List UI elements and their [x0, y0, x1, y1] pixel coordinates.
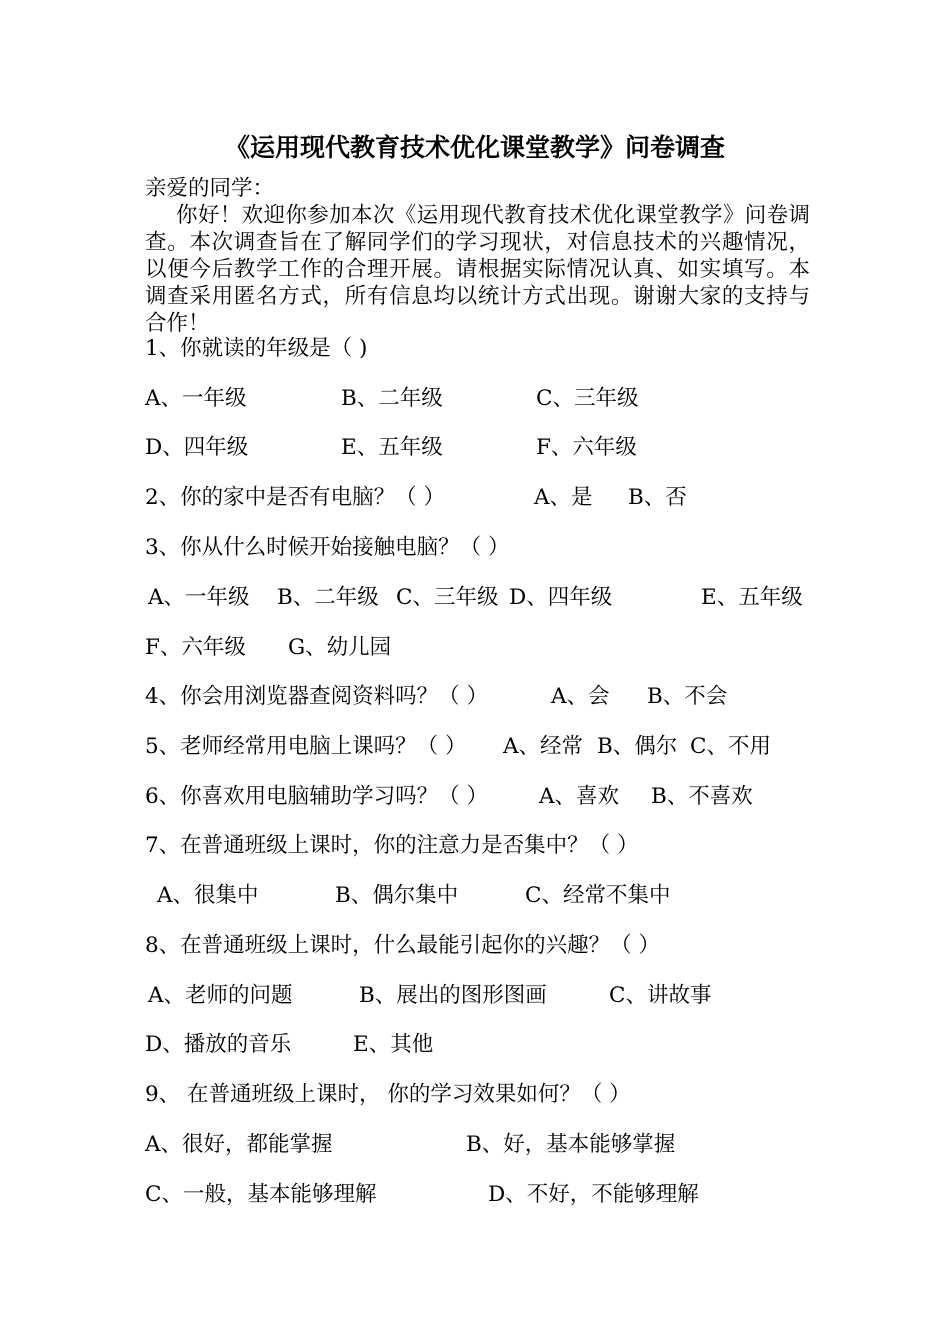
option-q8-a: A、老师的问题: [148, 983, 293, 1008]
option-q3-g: G、幼儿园: [288, 635, 392, 660]
option-q3-a: A、一年级: [148, 585, 250, 610]
option-q9-c: C、一般，基本能够理解: [145, 1182, 377, 1207]
option-q2-a: A、是: [534, 485, 593, 510]
option-q1-b: B、二年级: [341, 386, 443, 411]
option-q7-c: C、经常不集中: [525, 883, 671, 908]
question-6: 6、你喜欢用电脑辅助学习吗？（ ）: [145, 784, 489, 809]
option-q6-a: A、喜欢: [539, 784, 620, 809]
option-q1-c: C、三年级: [536, 386, 639, 411]
option-q1-a: A、一年级: [145, 386, 247, 411]
option-q7-a: A、很集中: [157, 883, 259, 908]
option-q3-f: F、六年级: [145, 635, 246, 660]
option-q5-c: C、不用: [690, 734, 771, 759]
question-7: 7、在普通班级上课时，你的注意力是否集中？（ ）: [145, 833, 639, 858]
question-5: 5、老师经常用电脑上课吗？（ ）: [145, 734, 467, 759]
page-title: 《运用现代教育技术优化课堂教学》问卷调查: [224, 133, 725, 162]
option-q8-c: C、讲故事: [609, 983, 712, 1008]
option-q9-d: D、不好，不能够理解: [488, 1182, 699, 1207]
option-q5-b: B、偶尔: [597, 734, 678, 759]
option-q7-b: B、偶尔集中: [335, 883, 459, 908]
question-3: 3、你从什么时候开始接触电脑？（ ）: [145, 535, 510, 560]
greeting: 亲爱的同学：: [145, 176, 275, 201]
option-q1-e: E、五年级: [341, 435, 443, 460]
intro-paragraph: [145, 175, 810, 337]
intro-text: 你好！欢迎你参加本次《运用现代教育技术优化课堂教学》问卷调查。本次调查旨在了解同学们的学习现状，对信息技术的兴趣情况，以便今后教学工作的合理开展。请根据实际情况认真、如实填写。本调查采用匿名方式，所有信息均以统计方式出现。谢谢大家的支持与合作！: [145, 203, 810, 336]
option-q4-a: A、会: [551, 684, 610, 709]
option-q6-b: B、不喜欢: [651, 784, 753, 809]
option-q9-b: B、好，基本能够掌握: [466, 1132, 676, 1157]
option-q1-d: D、四年级: [145, 435, 249, 460]
option-q8-e: E、其他: [353, 1032, 434, 1057]
option-q5-a: A、经常: [503, 734, 584, 759]
option-q1-f: F、六年级: [536, 435, 637, 460]
option-q3-b: B、二年级: [277, 585, 379, 610]
option-q3-d: D、四年级: [509, 585, 613, 610]
question-1: 1、你就读的年级是（ ): [145, 336, 368, 361]
option-q2-b: B、否: [628, 485, 687, 510]
option-q3-c: C、三年级: [396, 585, 499, 610]
question-2: 2、你的家中是否有电脑？（ ）: [145, 485, 446, 510]
option-q8-d: D、播放的音乐: [145, 1032, 292, 1057]
question-8: 8、在普通班级上课时，什么最能引起你的兴趣？（ ）: [145, 933, 661, 958]
option-q4-b: B、不会: [647, 684, 728, 709]
question-4: 4、你会用浏览器查阅资料吗？（ ）: [145, 684, 489, 709]
option-q8-b: B、展出的图形图画: [359, 983, 547, 1008]
question-9: 9、 在普通班级上课时， 你的学习效果如何？（ ）: [145, 1082, 631, 1107]
option-q3-e: E、五年级: [701, 585, 803, 610]
option-q9-a: A、很好，都能掌握: [145, 1132, 333, 1157]
